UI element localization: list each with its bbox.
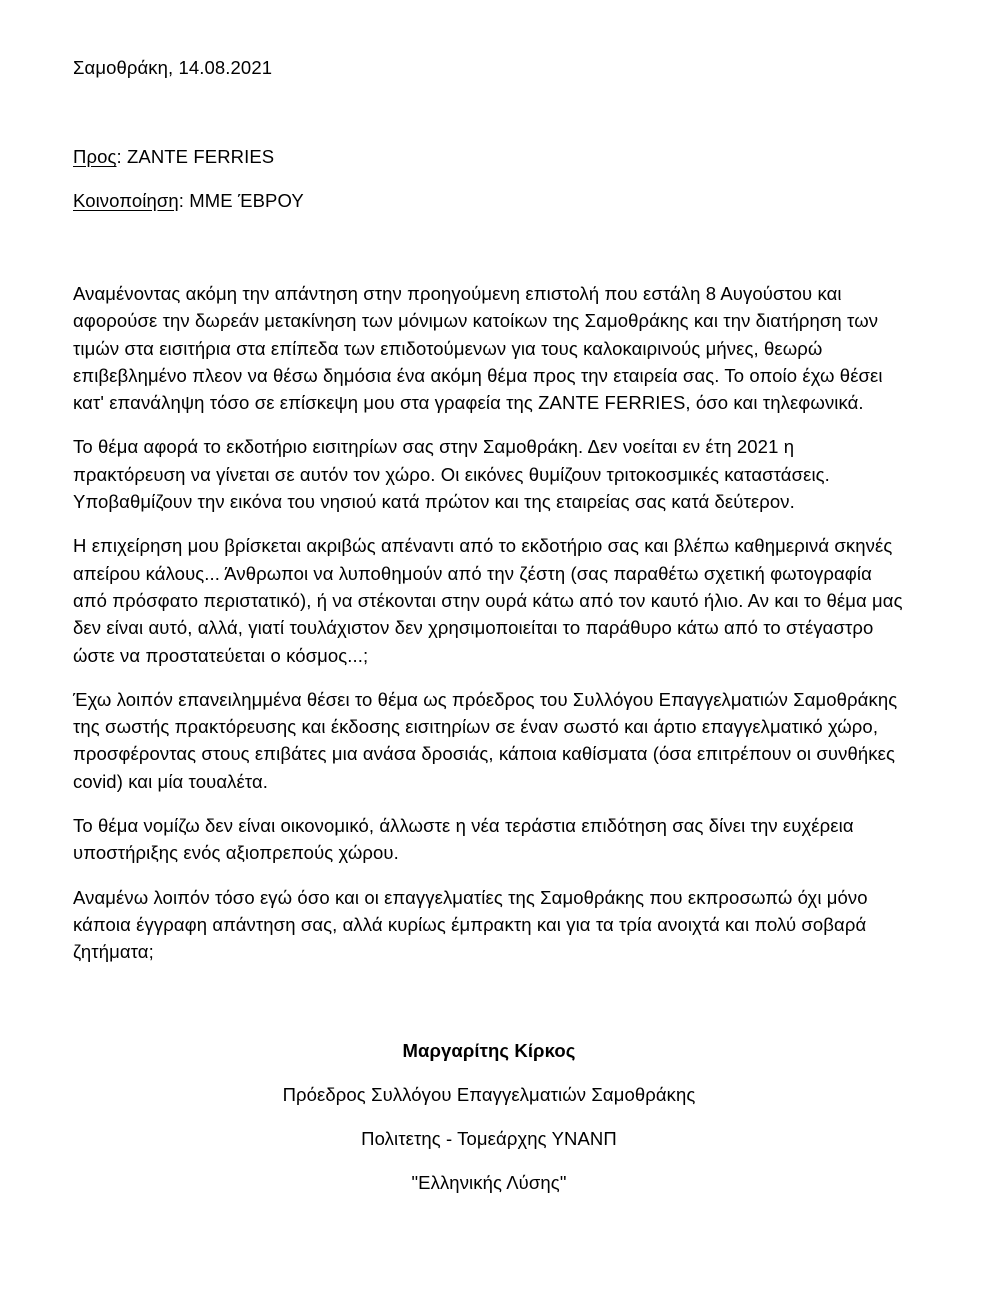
letter-date: Σαμοθράκη, 14.08.2021 xyxy=(73,57,273,78)
cc-value: : ΜΜΕ ΈΒΡΟΥ xyxy=(178,190,304,211)
body-paragraph-1: Αναμένοντας ακόμη την απάντηση στην προηγούμενη επιστολή που εστάλη 8 Αυγούστου και αφορούσε την δωρεάν μετακίνηση των μόνιμων κατοίκων της Σαμοθράκης και την διατήρηση των τιμών στα εισιτήρια στα επίπεδα των επιδοτούμενων για τους καλοκαιρινούς μήνες, θεωρώ επιβεβλημένο πλεον να θέσω δημόσια ένα ακόμη θέμα προς την εταιρεία σας. Το οποίο έχω θέσει κατ' επανάληψη τόσο σε επίσκεψη μου στα γραφεία της ZANTE FERRIES, όσο και τηλεφωνικά. xyxy=(73,283,883,414)
signature-title-2: Πολιτετης - Τομεάρχης ΥΝΑΝΠ xyxy=(361,1128,617,1149)
signature-name: Μαργαρίτης Κίρκος xyxy=(402,1040,576,1061)
cc-label: Κοινοποίηση xyxy=(73,190,179,211)
recipient-label: Προς xyxy=(73,146,117,167)
body-paragraph-5: Το θέμα νομίζω δεν είναι οικονομικό, άλλωστε η νέα τεράστια επιδότηση σας δίνει την ευχέρεια υποστήριξης ενός αξιοπρεπούς χώρου. xyxy=(73,815,854,864)
recipient-value: : ZANTE FERRIES xyxy=(116,146,275,167)
signature-title-1: Πρόεδρος Συλλόγου Επαγγελματιών Σαμοθράκης xyxy=(282,1084,696,1105)
letter-page xyxy=(73,0,905,1299)
body-paragraph-2: Το θέμα αφορά το εκδοτήριο εισιτηρίων σας στην Σαμοθράκη. Δεν νοείται εν έτη 2021 η πρακτόρευση να γίνεται σε αυτόν τον χώρο. Οι εικόνες θυμίζουν τριτοκοσμικές καταστάσεις. Υποβαθμίζουν την εικόνα του νησιού κατά πρώτον και της εταιρείας σας κατά δεύτερον. xyxy=(73,436,830,513)
cc-line xyxy=(73,190,304,212)
body-paragraph-4: Έχω λοιπόν επανειλημμένα θέσει το θέμα ως πρόεδρος του Συλλόγου Επαγγελματιών Σαμοθράκης της σωστής πρακτόρευσης και έκδοσης εισιτηρίων σε έναν σωστό και άρτιο επαγγελματικό χώρο, προσφέροντας στους επιβάτες μια ανάσα δροσιάς, κάποια καθίσματα (όσα επιτρέπουν οι συνθήκες covid) και μία τουαλέτα. xyxy=(73,688,898,792)
body-paragraph-3: Η επιχείρηση μου βρίσκεται ακριβώς απέναντι από το εκδοτήριο σας και βλέπω καθημερινά σκηνές απείρου κάλους... Άνθρωποι να λυποθημούν από την ζέστη (σας παραθέτω σχετική φωτογραφία από πρόσφατο περιστατικό), ή να στέκονται στην ουρά κάτω από τον καυτό ήλιο. Αν και το θέμα μας δεν είναι αυτό, αλλά, γιατί τουλάχιστον δεν χρησιμοποιείται το παράθυρο κάτω από το στέγαστρο ώστε να προστατεύεται ο κόσμος...; xyxy=(73,535,903,666)
signature-title-3: "Ελληνικής Λύσης" xyxy=(411,1172,567,1193)
body-paragraph-6: Αναμένω λοιπόν τόσο εγώ όσο και οι επαγγελματίες της Σαμοθράκης που εκπροσωπώ όχι μόνο κάποια έγγραφη απάντηση σας, αλλά κυρίως έμπρακτη και για τα τρία ανοιχτά και πολύ σοβαρά ζητήματα; xyxy=(73,886,868,963)
signature-block xyxy=(73,1040,905,1216)
letter-body xyxy=(73,280,905,983)
recipient-line xyxy=(73,146,274,168)
